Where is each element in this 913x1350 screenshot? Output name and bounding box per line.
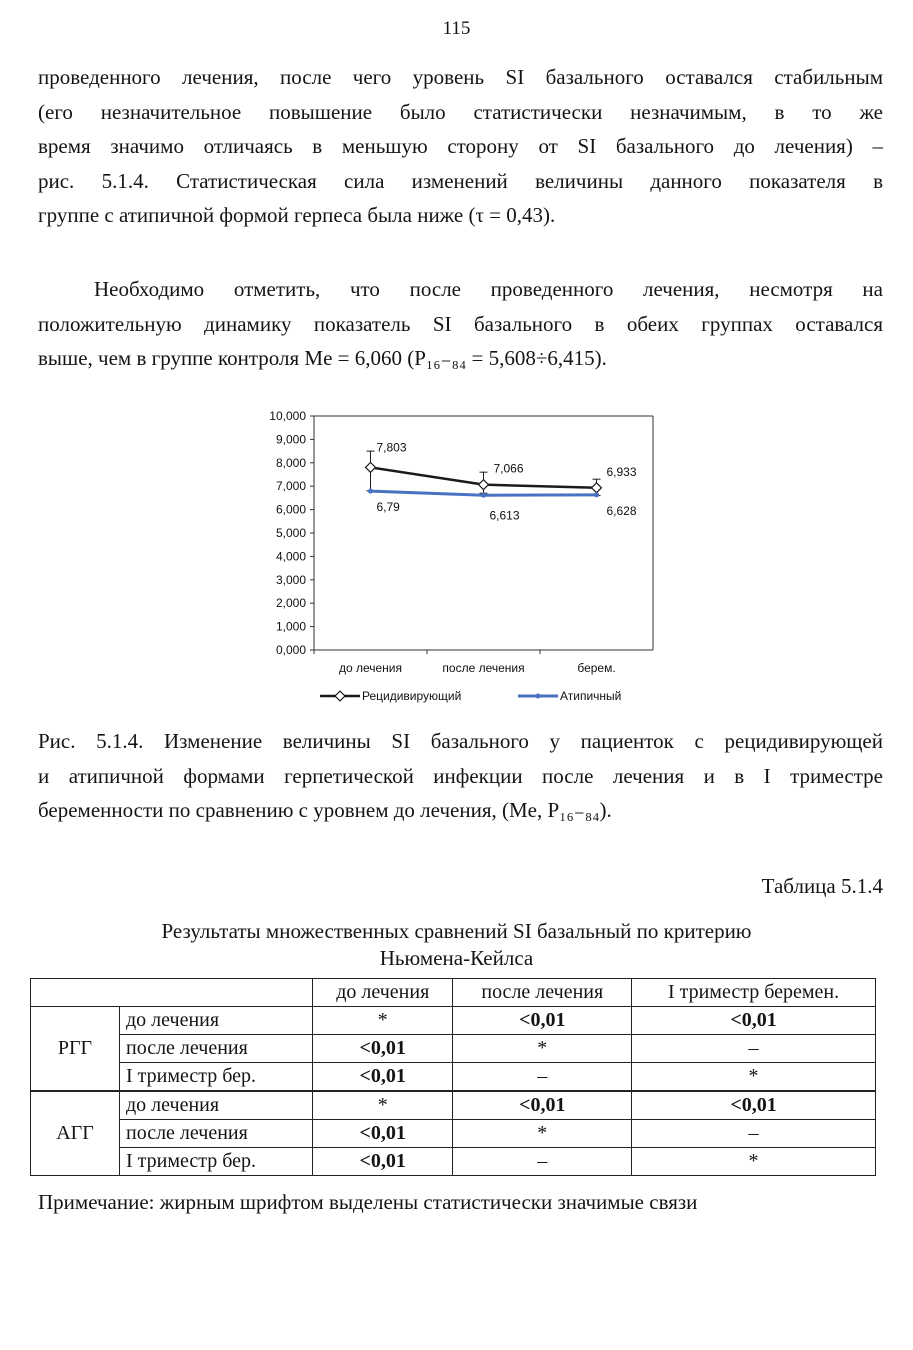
legend-label: Рецидивирующий	[362, 689, 462, 703]
table-cell: <0,01	[632, 1091, 876, 1120]
y-tick-label: 5,000	[275, 526, 306, 540]
data-label: 6,613	[489, 508, 520, 523]
legend-label: Атипичный	[560, 689, 622, 703]
text-line: положительную динамику показатель SI базального в обеих группах оставался	[38, 311, 883, 336]
caption-line: беременности по сравнению с уровнем до лечения, (Me, P₁₆₋₈₄).	[38, 798, 612, 822]
x-tick-label: после лечения	[442, 661, 525, 675]
table-row	[31, 1007, 876, 1035]
table-row	[31, 1063, 876, 1092]
y-tick-label: 9,000	[275, 432, 306, 447]
text-line: выше, чем в группе контроля Me = 6,060 (P₁₆₋₈₄ = 5,608÷6,415).	[38, 346, 607, 370]
table-row	[31, 1091, 876, 1120]
data-point	[481, 493, 486, 498]
legend-marker	[536, 694, 541, 699]
text-line: время значимо отличаясь в меньшую сторону от SI базального до лечения) –	[38, 134, 883, 158]
data-point	[594, 492, 599, 497]
data-point	[366, 462, 376, 472]
page-number: 115	[442, 18, 471, 39]
line-chart-svg	[248, 404, 668, 714]
table-cell: <0,01	[453, 1007, 632, 1035]
y-tick-label: 6,000	[275, 502, 306, 517]
y-tick-label: 2,000	[275, 596, 306, 611]
table-label: Таблица 5.1.4	[761, 874, 883, 898]
data-label: 6,79	[376, 500, 400, 515]
comparison-table	[30, 978, 876, 1176]
y-tick-label: 3,000	[275, 572, 306, 587]
data-label: 6,628	[606, 503, 637, 518]
row-label: после лечения	[120, 1035, 313, 1063]
table-cell: *	[632, 1063, 876, 1092]
table-title	[0, 918, 913, 972]
table-cell: <0,01	[453, 1091, 632, 1120]
table-header-row	[31, 979, 876, 1007]
y-tick-label: 10,000	[269, 409, 306, 423]
row-label: после лечения	[120, 1120, 313, 1148]
table-header-cell: после лечения	[453, 979, 632, 1007]
table-cell: *	[453, 1035, 632, 1063]
table-header-cell: I триместр беремен.	[632, 979, 876, 1007]
text-line: рис. 5.1.4. Статистическая сила изменений величины данного показателя в	[38, 168, 883, 193]
table-cell: *	[313, 1091, 453, 1120]
table-cell: –	[453, 1063, 632, 1092]
table-cell: <0,01	[313, 1063, 453, 1092]
table-title-line: Результаты множественных сравнений SI базальный по критерию	[161, 919, 752, 943]
row-label: до лечения	[120, 1007, 313, 1035]
legend-marker	[335, 691, 345, 701]
table-cell: –	[453, 1148, 632, 1176]
text-line: проведенного лечения, после чего уровень SI базального оставался стабильным	[38, 65, 883, 89]
line-chart	[248, 404, 668, 714]
y-tick-label: 7,000	[275, 479, 306, 494]
y-tick-label: 1,000	[275, 619, 306, 634]
table-row	[31, 1148, 876, 1176]
table-cell: <0,01	[313, 1120, 453, 1148]
table-header-cell: до лечения	[313, 979, 453, 1007]
table-cell: *	[453, 1120, 632, 1148]
figure-caption	[38, 724, 883, 828]
table-cell: –	[632, 1120, 876, 1148]
caption-line: Рис. 5.1.4. Изменение величины SI базального у пациенток с рецидивирующей	[38, 729, 883, 753]
group-label: РГГ	[31, 1007, 120, 1092]
table-row	[31, 1120, 876, 1148]
y-tick-label: 4,000	[275, 549, 306, 564]
table-cell: <0,01	[313, 1148, 453, 1176]
data-label: 7,066	[493, 461, 524, 476]
table-title-line: Ньюмена-Кейлса	[379, 946, 534, 970]
caption-line: и атипичной формами герпетической инфекции после лечения и в I триместре	[38, 763, 883, 788]
table-note: Примечание: жирным шрифтом выделены статистически значимые связи	[38, 1190, 698, 1214]
data-point	[479, 480, 489, 490]
data-point	[592, 483, 602, 493]
table-corner-cell	[31, 979, 313, 1007]
paragraph-1	[38, 60, 883, 233]
text-line: (его незначительное повышение было статистически незначимым, в то же	[38, 99, 883, 124]
data-label: 6,933	[606, 464, 637, 479]
table-cell: *	[632, 1148, 876, 1176]
paragraph-2	[38, 272, 883, 376]
data-point	[368, 489, 373, 494]
x-tick-label: берем.	[577, 661, 616, 675]
y-tick-label: 0,000	[275, 643, 306, 657]
table-row	[31, 1035, 876, 1063]
row-label: до лечения	[120, 1091, 313, 1120]
group-label: АГГ	[31, 1091, 120, 1176]
table-cell: <0,01	[313, 1035, 453, 1063]
table-cell: *	[313, 1007, 453, 1035]
text-line: Необходимо отметить, что после проведенного лечения, несмотря на	[94, 277, 883, 301]
text-line: группе с атипичной формой герпеса была ниже (τ = 0,43).	[38, 203, 556, 227]
table-cell: <0,01	[632, 1007, 876, 1035]
row-label: I триместр бер.	[120, 1148, 313, 1176]
data-label: 7,803	[376, 440, 407, 455]
row-label: I триместр бер.	[120, 1063, 313, 1092]
x-tick-label: до лечения	[338, 661, 403, 675]
y-tick-label: 8,000	[275, 455, 306, 470]
table-cell: –	[632, 1035, 876, 1063]
